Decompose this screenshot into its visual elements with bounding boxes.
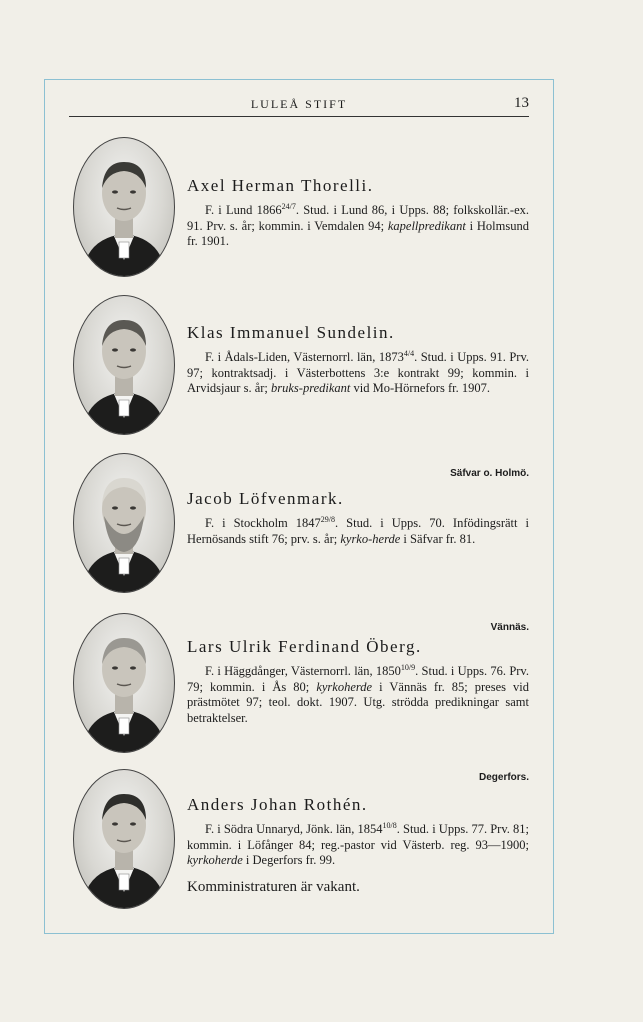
running-header [69, 95, 529, 115]
portrait-sundelin [73, 295, 175, 435]
header-rule [69, 116, 529, 117]
parish-heading: Degerfors. [478, 772, 529, 783]
clergy-name: Klas Immanuel Sundelin. [187, 323, 395, 342]
portrait-photo-icon [74, 138, 174, 276]
clergy-name: Axel Herman Thorelli. [187, 176, 374, 195]
bio-text: F. i Häggdånger, Västernorrl. län, 1850 [205, 664, 401, 679]
bio-text: . Stud. i Lund 86, i Upps. 88; folkskollär.-ex. 91. Prv. s. år; kommin. i Vemdalen 94; [187, 203, 529, 233]
clergy-bio [187, 660, 529, 727]
bio-text: i Säfvar fr. 81. [400, 531, 476, 546]
clergy-name: Jacob Löfvenmark. [187, 489, 344, 508]
clergy-bio [187, 512, 529, 547]
bio-text: i Vännäs fr. 85; preses vid prästmötet 97; teol. dokt. 1907. Utg. strödda predikningar samt betraktelser. [187, 679, 529, 725]
bio-text: . Stud. i Upps. 77. Prv. 81; kommin. i Löfånger 84; reg.-pastor vid Västerb. reg. 93—1900; [187, 822, 529, 852]
header-title: LULEÅ STIFT [250, 97, 348, 111]
portrait-photo-icon [74, 770, 174, 908]
birth-date-fraction: 24/7 [281, 202, 296, 211]
parish-heading: Vännäs. [490, 622, 529, 633]
vacancy-note: Komministraturen är vakant. [187, 879, 360, 895]
clergy-bio [187, 818, 529, 869]
clergy-entry [187, 323, 529, 397]
portrait-photo-icon [74, 614, 174, 752]
bio-text: i Degerfors fr. 99. [242, 853, 336, 868]
clergy-name: Anders Johan Rothén. [187, 795, 368, 814]
bio-text: F. i Lund 1866 [205, 203, 282, 218]
birth-date-fraction: 10/8 [382, 821, 397, 830]
bio-text: vid Mo-Hörnefors fr. 1907. [350, 381, 490, 396]
italic-title: kyrkoherde [187, 853, 243, 868]
clergy-entry [187, 489, 529, 547]
bio-text: . Stud. i Upps. 70. Infödingsrätt i Hernösands stift 76; prv. s. år; [187, 516, 529, 546]
parish-heading: Säfvar o. Holmö. [450, 468, 529, 479]
clergy-entry [187, 795, 529, 869]
italic-title: kyrko-herde [340, 531, 401, 546]
bio-text: . Stud. i Upps. 91. Prv. 97; kontraktsadj. i Västerbottens 3:e kontrakt 99; kommin. i Arvidsjaur s. år; [187, 350, 530, 396]
bio-text: F. i Södra Unnaryd, Jönk. län, 1854 [205, 822, 383, 837]
portrait-photo-icon [74, 454, 174, 592]
birth-date-fraction: 4/4 [403, 349, 415, 358]
bio-text: i Holmsund fr. 1901. [187, 218, 529, 249]
portrait-rothen [73, 769, 175, 909]
bio-text: F. i Stockholm 1847 [205, 516, 321, 531]
clergy-entry [187, 176, 529, 250]
clergy-name: Lars Ulrik Ferdinand Öberg. [187, 637, 422, 656]
page-number: 13 [514, 95, 529, 111]
italic-title: bruks-predikant [271, 381, 351, 396]
clergy-bio [187, 346, 529, 397]
portrait-lofvenmark [73, 453, 175, 593]
portrait-oberg [73, 613, 175, 753]
birth-date-fraction: 10/9 [400, 663, 416, 672]
italic-title: kyrkoherde [316, 679, 373, 694]
portrait-thorelli [73, 137, 175, 277]
bio-text: F. i Ådals-Liden, Västernorrl. län, 1873 [205, 350, 404, 365]
birth-date-fraction: 29/8 [320, 515, 336, 524]
portrait-photo-icon [74, 296, 174, 434]
bio-text: . Stud. i Upps. 76. Prv. 79; kommin. i Ås 80; [187, 664, 529, 694]
clergy-entry [187, 637, 529, 727]
italic-title: kapellpredikant [387, 218, 466, 233]
clergy-bio [187, 199, 529, 250]
